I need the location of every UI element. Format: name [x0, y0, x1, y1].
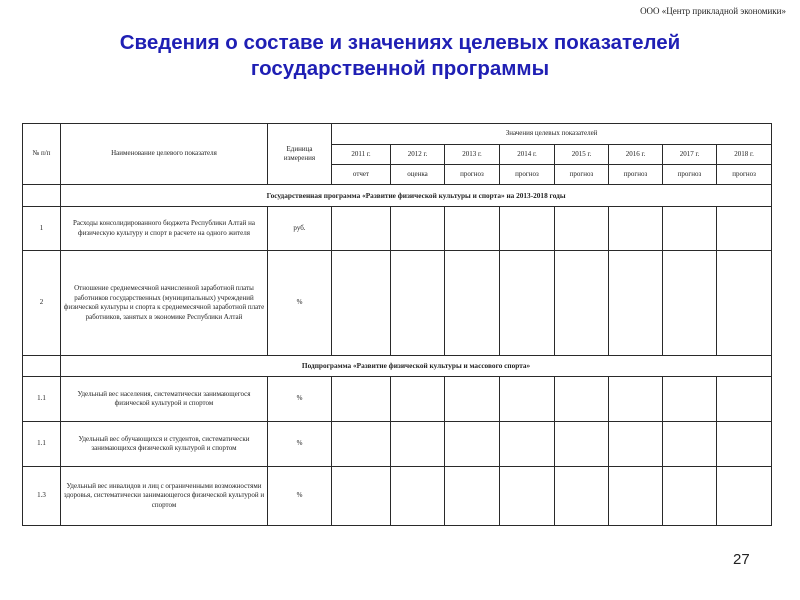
value-cell[interactable]: [500, 207, 555, 251]
value-cell[interactable]: [445, 207, 500, 251]
value-cell[interactable]: [445, 251, 500, 356]
value-cell[interactable]: [663, 207, 717, 251]
header-year: 2018 г.: [717, 145, 772, 165]
row-num: 1.1: [23, 422, 61, 467]
header-row-group: [23, 124, 772, 145]
value-cell[interactable]: [332, 207, 391, 251]
value-cell[interactable]: [500, 251, 555, 356]
header-forecast-type: прогноз: [445, 165, 500, 185]
header-forecast-type: прогноз: [500, 165, 555, 185]
row-unit: %: [268, 422, 332, 467]
row-num: 1.1: [23, 377, 61, 422]
value-cell[interactable]: [391, 422, 445, 467]
section-row: [23, 356, 772, 377]
value-cell[interactable]: [445, 422, 500, 467]
value-cell[interactable]: [717, 207, 772, 251]
row-indicator-name: Удельный вес инвалидов и лиц с ограниченными возможностями здоровья, систематически занимающегося физической культурой и спортом: [61, 467, 268, 526]
row-indicator-name: Удельный вес населения, систематически занимающегося физической культурой и спортом: [61, 377, 268, 422]
value-cell[interactable]: [391, 377, 445, 422]
section-row: [23, 185, 772, 207]
header-forecast-type: прогноз: [663, 165, 717, 185]
value-cell[interactable]: [555, 422, 609, 467]
value-cell[interactable]: [500, 467, 555, 526]
row-unit: %: [268, 251, 332, 356]
section-title: Государственная программа «Развитие физической культуры и спорта» на 2013-2018 годы: [61, 185, 772, 207]
row-indicator-name: Удельный вес обучающихся и студентов, систематически занимающихся физической культурой и спортом: [61, 422, 268, 467]
header-year: 2015 г.: [555, 145, 609, 165]
value-cell[interactable]: [555, 467, 609, 526]
table-row: [23, 207, 772, 251]
value-cell[interactable]: [609, 377, 663, 422]
header-year: 2014 г.: [500, 145, 555, 165]
value-cell[interactable]: [332, 422, 391, 467]
row-unit: руб.: [268, 207, 332, 251]
value-cell[interactable]: [609, 467, 663, 526]
page-title-line-1: Сведения о составе и значениях целевых показателей: [119, 31, 681, 54]
value-cell[interactable]: [445, 467, 500, 526]
header-unit: [268, 124, 332, 185]
value-cell[interactable]: [332, 377, 391, 422]
section-title: Подпрограмма «Развитие физической культуры и массового спорта»: [61, 356, 772, 377]
page-number: 27: [733, 551, 750, 568]
header-year: 2017 г.: [663, 145, 717, 165]
row-num: 2: [23, 251, 61, 356]
value-cell[interactable]: [332, 467, 391, 526]
header-year: 2016 г.: [609, 145, 663, 165]
row-num: 1: [23, 207, 61, 251]
value-cell[interactable]: [663, 377, 717, 422]
value-cell[interactable]: [445, 377, 500, 422]
value-cell[interactable]: [609, 251, 663, 356]
table-row: [23, 377, 772, 422]
table-row: [23, 422, 772, 467]
header-forecast-type: прогноз: [609, 165, 663, 185]
header-unit-line-2: измерения: [283, 154, 316, 162]
indicators-table: [22, 123, 772, 526]
value-cell[interactable]: [391, 251, 445, 356]
row-unit: %: [268, 467, 332, 526]
page-title: [0, 30, 800, 82]
value-cell[interactable]: [717, 467, 772, 526]
header-num: № п/п: [23, 124, 61, 185]
section-num-cell: [23, 356, 61, 377]
value-cell[interactable]: [717, 422, 772, 467]
value-cell[interactable]: [332, 251, 391, 356]
row-indicator-name: Расходы консолидированного бюджета Республики Алтай на физическую культуру и спорт в расчете на одного жителя: [61, 207, 268, 251]
value-cell[interactable]: [391, 207, 445, 251]
header-forecast-type: отчет: [332, 165, 391, 185]
value-cell[interactable]: [555, 207, 609, 251]
row-num: 1.3: [23, 467, 61, 526]
header-name: Наименование целевого показателя: [61, 124, 268, 185]
row-unit: %: [268, 377, 332, 422]
value-cell[interactable]: [663, 422, 717, 467]
row-indicator-name: Отношение среднемесячной начисленной заработной платы работников государственных (муниципальных) учреждений физической культуры и спорта к среднемесячной заработной плате работников, занятых в экономике Республики Алтай: [61, 251, 268, 356]
value-cell[interactable]: [500, 377, 555, 422]
page-title-line-2: государственной программы: [250, 57, 550, 80]
value-cell[interactable]: [500, 422, 555, 467]
header-year: 2011 г.: [332, 145, 391, 165]
organization-name: ООО «Центр прикладной экономики»: [640, 6, 786, 16]
table-row: [23, 251, 772, 356]
value-cell[interactable]: [391, 467, 445, 526]
header-forecast-type: прогноз: [555, 165, 609, 185]
section-num-cell: [23, 185, 61, 207]
value-cell[interactable]: [555, 377, 609, 422]
header-forecast-type: оценка: [391, 165, 445, 185]
header-values-group: Значения целевых показателей: [332, 124, 772, 145]
header-forecast-type: прогноз: [717, 165, 772, 185]
value-cell[interactable]: [663, 251, 717, 356]
value-cell[interactable]: [663, 467, 717, 526]
value-cell[interactable]: [609, 422, 663, 467]
header-unit-line-1: Единица: [286, 144, 313, 153]
value-cell[interactable]: [555, 251, 609, 356]
header-year: 2013 г.: [445, 145, 500, 165]
table-row: [23, 467, 772, 526]
value-cell[interactable]: [717, 251, 772, 356]
value-cell[interactable]: [717, 377, 772, 422]
value-cell[interactable]: [609, 207, 663, 251]
header-year: 2012 г.: [391, 145, 445, 165]
